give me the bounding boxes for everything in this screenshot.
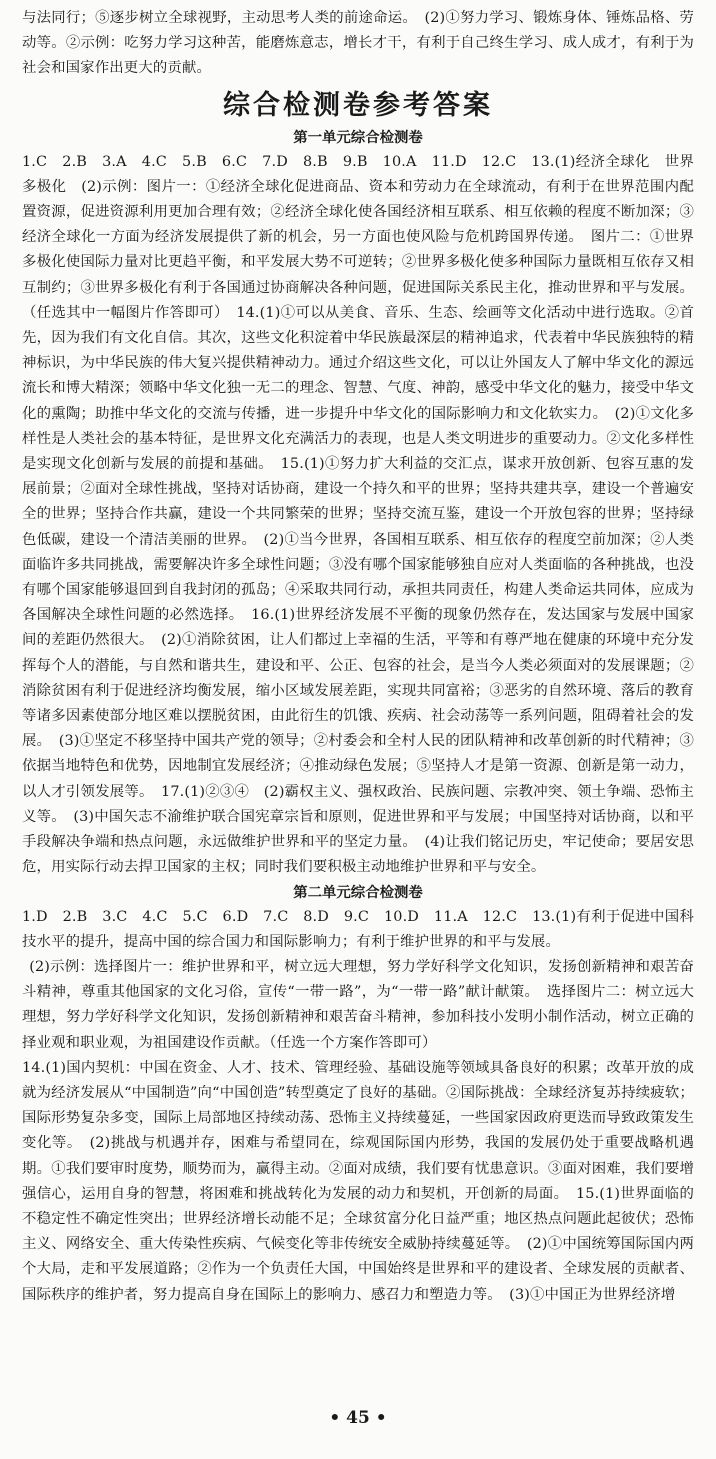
unit1-answers: 1.C 2.B 3.A 4.C 5.B 6.C 7.D 8.B 9.B 10.A 11.D 12.C 13.(1)经济全球化 世界多极化 (2)示例：图片一：①经济全球化促进商品、资本和劳动力在全球流动，有利于在世界范围内配置资源，促进资源利用更加合理有效；②经济全球化使各国经济相互联系、相互依赖的程度不断加深；③经济全球化一方面为经济发展提供了新的机会，另一方面也使风险与危机跨国界传递。 图片二：①世界多极化使国际力量对比更趋平衡，和平发展大势不可逆转；②世界多极化使多种国际力量既相互依存又相互制约；③世界多极化有利于各国通过协商解决各种问题，促进国际关系民主化，推动世界和平与发展。（任选其中一幅图片作答即可） 14.(1)①可以从美食、音乐、生态、绘画等文化活动中进行选取。②首先，因为我们有文化自信。其次，这些文化积淀着中华民族最深层的精神追求，代表着中华民族独特的精神标识，为中华民族的伟大复兴提供精神动力。通过介绍这些文化，可以让外国友人了解中华文化的源远流长和博大精深；领略中华文化独一无二的理念、智慧、气度、神韵，感受中华文化的魅力，接受中华文化的熏陶；助推中华文化的交流与传播，进一步提升中华文化的国际影响力和文化软实力。 (2)①文化多样性是人类社会的基本特征，是世界文化充满活力的表现，也是人类文明进步的重要动力。②文化多样性是实现文化创新与发展的前提和基础。 15.(1)①努力扩大利益的交汇点，谋求开放创新、包容互惠的发展前景；②面对全球性挑战，坚持对话协商，建设一个持久和平的世界；坚持共建共享，建设一个普遍安全的世界；坚持合作共赢，建设一个共同繁荣的世界；坚持交流互鉴，建设一个开放包容的世界；坚持绿色低碳，建设一个清洁美丽的世界。 (2)①当今世界，各国相互联系、相互依存的程度空前加深；②人类面临许多共同挑战，需要解决许多全球性问题；③没有哪个国家能够独自应对人类面临的各种挑战，也没有哪个国家能够退回到自我封闭的孤岛；④采取共同行动，承担共同责任，构建人类命运共同体，应成为各国解决全球性问题的必然选择。 16.(1)世界经济发展不平衡的现象仍然存在，发达国家与发展中国家间的差距仍然很大。 (2)①消除贫困，让人们都过上幸福的生活，平等和有尊严地在健康的环境中充分发挥每个人的潜能，与自然和谐共生，建设和平、公正、包容的社会，是当今人类必须面对的发展课题；②消除贫困有利于促进经济均衡发展，缩小区域发展差距，实现共同富裕；③恶劣的自然环境、落后的教育等诸多因素使部分地区难以摆脱贫困，由此衍生的饥饿、疾病、社会动荡等一系列问题，阻碍着社会的发展。 (3)①坚定不移坚持中国共产党的领导；②村委会和全村人民的团队精神和改革创新的时代精神；③依据当地特色和优势，因地制宜发展经济；④推动绿色发展；⑤坚持人才是第一资源、创新是第一动力，以人才引领发展等。 17.(1)②③④ (2)霸权主义、强权政治、民族问题、宗教冲突、领土争端、恐怖主义等。 (3)中国矢志不渝维护联合国宪章宗旨和原则，促进世界和平与发展；中国坚持对话协商，以和平手段解决争端和热点问题，永远做维护世界和平的坚定力量。 (4)让我们铭记历史，牢记使命；要居安思危，用实际行动去捍卫国家的主权；同时我们要积极主动地维护世界和平与安全。 — [22, 153, 694, 876]
unit2-answers-13-2: (2)示例：选择图片一：维护世界和平，树立远大理想，努力学好科学文化知识，发扬创新精神和艰苦奋斗精神，尊重其他国家的文化习俗，宣传“一带一路”，为“一带一路”献计献策。 选择图片二：树立远大理想，努力学好科学文化知识，发扬创新精神和艰苦奋斗精神，参加科技小发明小制作活动，树立正确的择业观和职业观，为祖国建设作贡献。（任选一个方案作答即可） — [22, 958, 694, 1051]
unit1-heading: 第一单元综合检测卷 — [293, 129, 423, 146]
intro-paragraph: 与法同行；⑤逐步树立全球视野，主动思考人类的前途命运。 (2)①努力学习、锻炼身体、锤炼品格、劳动等。②示例：吃努力学习这种苦，能磨炼意志，增长才干，有利于自己终生学习、成人成才，有利于为社会和国家作出更大的贡献。 — [22, 10, 694, 77]
unit2-answers-mc: 1.D 2.B 3.C 4.C 5.C 6.D 7.C 8.D 9.C 10.D 11.A 12.C 13.(1)有利于促进中国科技水平的提升，提高中国的综合国力和国际影响力；有利于维护世界的和平与发展。 — [22, 908, 694, 950]
page-number: • 45 • — [329, 1408, 387, 1428]
page-title: 综合检测卷参考答案 — [223, 89, 493, 121]
unit2-heading: 第二单元综合检测卷 — [293, 884, 423, 901]
unit2-answers-14-15: 14.(1)国内契机：中国在资金、人才、技术、管理经验、基础设施等领域具备良好的积累；改革开放的成就为经济发展从“中国制造”向“中国创造”转型奠定了良好的基础。②国际挑战：全球经济复苏持续疲软；国际形势复杂多变，国际上局部地区持续动荡、恐怖主义持续蔓延，一些国家因政府更迭而导致政策发生变化等。 (2)挑战与机遇并存，困难与希望同在，综观国际国内形势，我国的发展仍处于重要战略机遇期。①我们要审时度势，顺势而为，赢得主动。②面对成绩，我们要有忧患意识。③面对困难，我们要增强信心，运用自身的智慧，将困难和挑战转化为发展的动力和契机，开创新的局面。 15.(1)世界面临的不稳定性不确定性突出；世界经济增长动能不足；全球贫富分化日益严重；地区热点问题此起彼伏；恐怖主义、网络安全、重大传染性疾病、气候变化等非传统安全威胁持续蔓延等。 (2)①中国统筹国际国内两个大局，走和平发展道路；②作为一个负责任大国，中国始终是世界和平的建设者、全球发展的贡献者、国际秩序的维护者，努力提高自身在国际上的影响力、感召力和塑造力等。 (3)①中国正为世界经济增 — [22, 1059, 694, 1303]
